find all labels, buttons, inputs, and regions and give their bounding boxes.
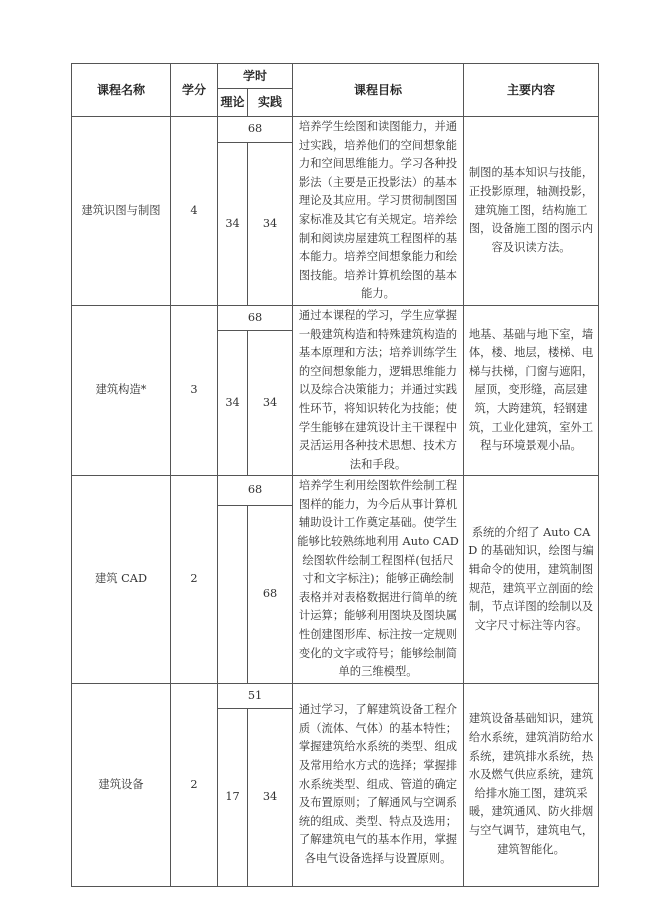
header-hours: 学时 bbox=[218, 64, 293, 89]
header-goal: 课程目标 bbox=[293, 64, 464, 117]
course-theory-hours: 17 bbox=[218, 708, 248, 886]
course-practice-hours: 34 bbox=[248, 708, 293, 886]
table-row bbox=[72, 305, 599, 330]
course-name: 建筑设备 bbox=[72, 683, 171, 886]
course-name: 建筑 CAD bbox=[72, 476, 171, 684]
table-row bbox=[72, 476, 599, 506]
course-name: 建筑构造* bbox=[72, 305, 171, 475]
course-practice-hours: 68 bbox=[248, 505, 293, 683]
course-credit: 3 bbox=[171, 305, 218, 475]
course-credit: 2 bbox=[171, 683, 218, 886]
course-table bbox=[71, 63, 599, 887]
table-row bbox=[72, 683, 599, 708]
course-credit: 4 bbox=[171, 117, 218, 306]
course-goal: 通过本课程的学习，学生应掌握一般建筑构造和特殊建筑构造的基本原理和方法；培养训练学生的空间想象能力，逻辑思维能力以及综合决策能力；并通过实践性环节，将知识转化为技能；使学生能够在建筑设计主干课程中灵活运用各种技术思想、技术方法和手段。 bbox=[293, 305, 464, 475]
course-content: 地基、基础与地下室，墙体，楼、地层，楼梯、电梯与扶梯，门窗与遮阳，屋顶，变形缝，高层建筑，大跨建筑，轻钢建筑，工业化建筑，室外工程与环境景观小品。 bbox=[464, 305, 599, 475]
header-course-name: 课程名称 bbox=[72, 64, 171, 117]
course-total-hours: 68 bbox=[218, 305, 293, 330]
table-row bbox=[72, 117, 599, 143]
course-credit: 2 bbox=[171, 476, 218, 684]
header-theory: 理论 bbox=[218, 89, 248, 117]
course-theory-hours: 34 bbox=[218, 142, 248, 305]
course-total-hours: 68 bbox=[218, 117, 293, 143]
course-goal: 培养学生绘图和读图能力，并通过实践，培养他们的空间想象能力和空间思维能力。学习各种投影法（主要是正投影法）的基本理论及其应用。学习贯彻制图国家标准及其它有关规定。培养绘制和阅读房屋建筑工程图样的基本能力。培养空间想象能力和绘图技能。培养计算机绘图的基本能力。 bbox=[293, 117, 464, 306]
header-row bbox=[72, 64, 599, 89]
course-content: 系统的介绍了 Auto CAD 的基础知识，绘图与编辑命令的使用，建筑制图规范，建筑平立剖面的绘制，节点详图的绘制以及文字尺寸标注等内容。 bbox=[464, 476, 599, 684]
course-theory-hours: 34 bbox=[218, 330, 248, 475]
header-practice: 实践 bbox=[248, 89, 293, 117]
header-credit: 学分 bbox=[171, 64, 218, 117]
course-practice-hours: 34 bbox=[248, 330, 293, 475]
course-content: 建筑设备基础知识，建筑给水系统，建筑消防给水系统，建筑排水系统，热水及燃气供应系统，建筑给排水施工图，建筑采暖，建筑通风、防火排烟与空气调节，建筑电气，建筑智能化。 bbox=[464, 683, 599, 886]
course-goal: 培养学生利用绘图软件绘制工程图样的能力，为今后从事计算机辅助设计工作奠定基础。使学生能够比较熟练地利用 Auto CAD 绘图软件绘制工程图样(包括尺寸和文字标注)；能够正确绘制表格并对表格数据进行简单的统计运算；能够利用图块及图块属性创建图形库、标注按一定规则变化的文字或符号；能够绘制简单的三维模型。 bbox=[293, 476, 464, 684]
header-content: 主要内容 bbox=[464, 64, 599, 117]
course-total-hours: 68 bbox=[218, 476, 293, 506]
course-theory-hours bbox=[218, 505, 248, 683]
course-name: 建筑识图与制图 bbox=[72, 117, 171, 306]
course-goal: 通过学习，了解建筑设备工程介质（流体、气体）的基本特性；掌握建筑给水系统的类型、组成及常用给水方式的选择；掌握排水系统类型、组成、管道的确定及布置原则；了解通风与空调系统的组成、类型、特点及选用；了解建筑电气的基本作用，掌握各电气设备选择与设置原则。 bbox=[293, 683, 464, 886]
course-total-hours: 51 bbox=[218, 683, 293, 708]
course-practice-hours: 34 bbox=[248, 142, 293, 305]
course-content: 制图的基本知识与技能，正投影原理，轴测投影，建筑施工图，结构施工图，设备施工图的图示内容及识读方法。 bbox=[464, 117, 599, 306]
